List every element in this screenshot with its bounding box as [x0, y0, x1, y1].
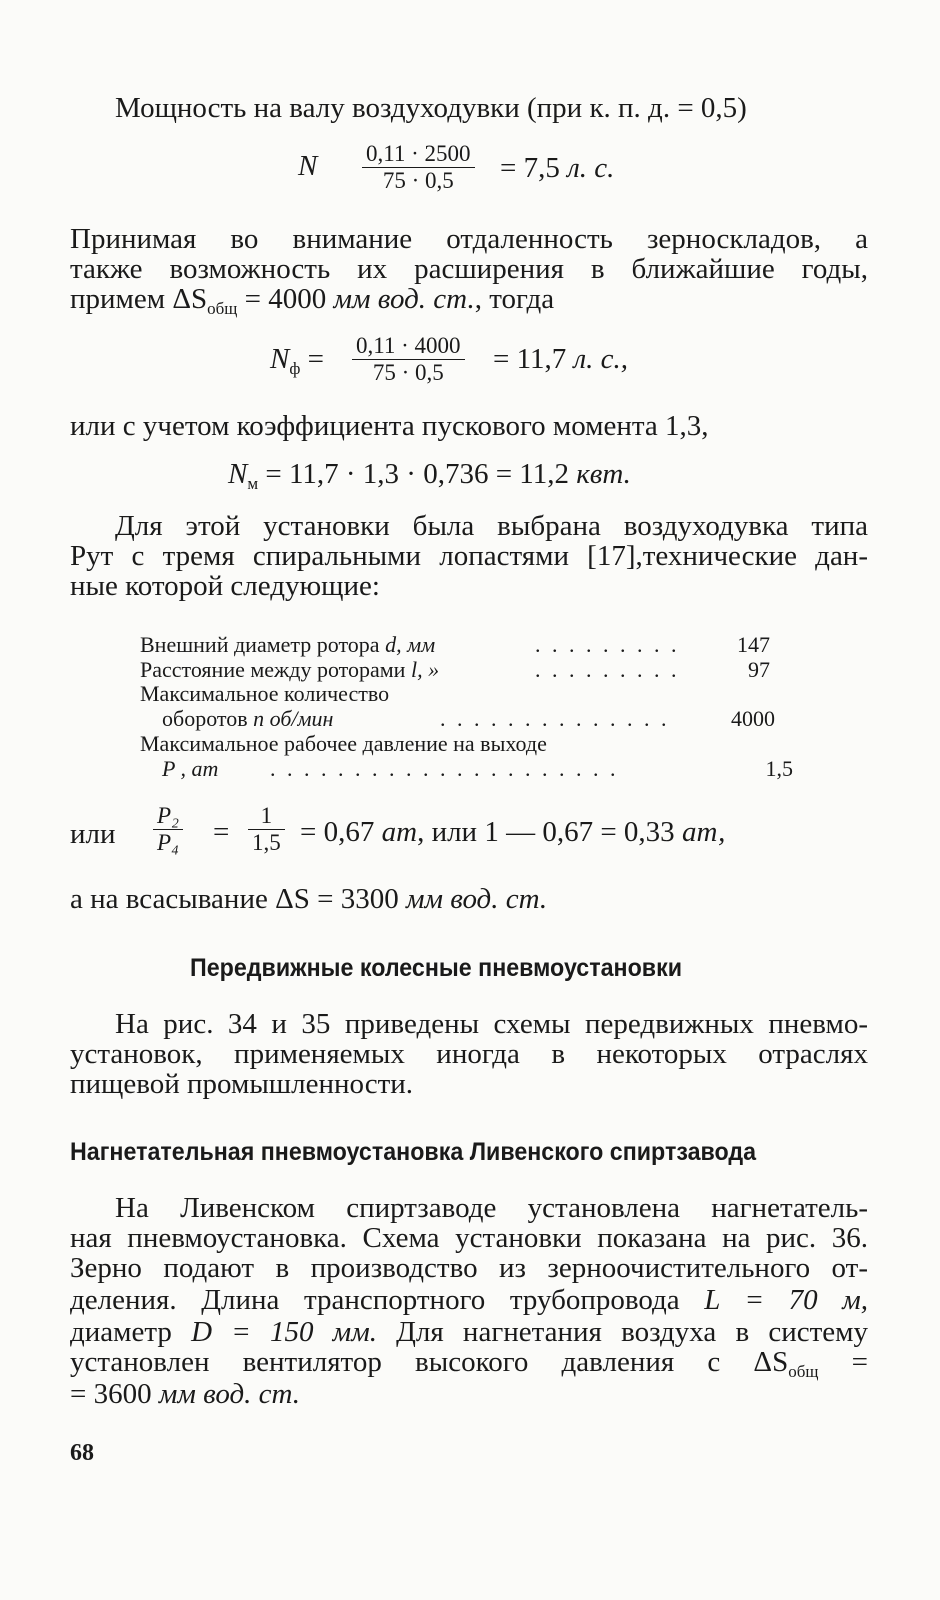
paragraph-7-line-2: ная пневмоустановка. Схема установки показана на рис. 36.	[70, 1222, 868, 1254]
paragraph-7-line-1: На Ливенском спиртзаводе установлена нагнетатель-	[115, 1192, 868, 1224]
spec-row-3-value: 4000	[731, 706, 775, 731]
equation-2-subscript: ф	[289, 359, 301, 378]
spec-row-3-label: Максимальное количество	[140, 681, 390, 706]
equation-3-unit: квт.	[576, 458, 631, 490]
paragraph-6-line-2: установок, применяемых иногда в некоторых отраслях	[70, 1038, 868, 1070]
equation-1-unit: л. с.	[567, 152, 615, 184]
equation-2-result	[493, 343, 628, 375]
equation-1-denominator: 75 · 0,5	[362, 167, 475, 194]
leader-dots: . . . . . . . . . . . . . .	[440, 706, 670, 731]
spec-row-3-label-2	[162, 706, 333, 731]
spec-symbol: d, мм	[385, 632, 436, 657]
equation-1-fraction	[362, 141, 475, 194]
fan-subscript: общ	[788, 1362, 819, 1381]
equation-3-symbol: N	[228, 458, 248, 490]
diameter-text: диаметр	[70, 1316, 192, 1348]
leader-dots: . . . . . . . . .	[535, 657, 680, 682]
section-heading-livensky: Нагнетательная пневмоустановка Ливенского спиртзавода	[70, 1138, 757, 1166]
paragraph-2-tail: , тогда	[474, 283, 555, 315]
spec-row-4-value: 1,5	[765, 756, 793, 781]
equation-4-denominator-2: 1,5	[248, 829, 285, 856]
paragraph-2-line-3	[70, 283, 554, 325]
paragraph-7-line-4	[70, 1284, 868, 1316]
paragraph-3-line: или с учетом коэффициента пускового момента 1,3,	[70, 410, 709, 442]
equation-4-fraction-1	[153, 803, 183, 856]
paragraph-7-line-5	[70, 1316, 868, 1348]
leader-dots: . . . . . . . . .	[535, 632, 680, 657]
paragraph-power-line: Мощность на валу воздуходувки (при к. п. д. = 0,5)	[115, 92, 747, 124]
diameter-tail: Для нагнетания воздуха в систему	[376, 1316, 868, 1348]
equation-3	[228, 458, 631, 500]
spec-symbol: l, »	[410, 657, 440, 682]
equation-4-prefix: или	[70, 818, 116, 850]
equation-4-unit-1: ат	[381, 816, 418, 848]
paragraph-2-line-1: Принимая во внимание отдаленность зерноскладов, а	[70, 223, 868, 255]
spec-symbol: n об/мин	[253, 706, 334, 731]
equation-3-subscript: м	[247, 474, 259, 493]
delta-s-subscript: общ	[207, 299, 238, 318]
equation-4-middle: , или 1 — 0,67 = 0,33	[417, 816, 682, 848]
equation-4-numerator-1: P₂	[157, 803, 180, 828]
pipeline-length-value: L = 70 м,	[704, 1284, 868, 1316]
equation-2-equals: =	[307, 343, 324, 375]
spec-row-4-label: Максимальное рабочее давление на выходе	[140, 731, 547, 756]
fan-value: = 3600	[70, 1378, 159, 1410]
equation-2-numerator: 0,11 · 4000	[356, 333, 461, 358]
spec-row-2-value: 97	[748, 657, 770, 682]
equation-1-lhs: N	[298, 150, 318, 182]
equation-4-equals: =	[213, 816, 230, 848]
diameter-value: D = 150 мм.	[191, 1316, 377, 1348]
spec-row-1-label	[140, 632, 435, 657]
section-heading-mobile: Передвижные колесные пневмоустановки	[190, 954, 683, 982]
spec-label: Внешний диаметр ротора	[140, 632, 380, 657]
paragraph-4-line-3: ные которой следующие:	[70, 570, 380, 602]
equation-4-denominator-1: P₄	[153, 829, 183, 856]
paragraph-7-line-3: Зерно подают в производство из зерноочистительного от-	[70, 1252, 868, 1284]
paragraph-6-line-1: На рис. 34 и 35 приведены схемы передвижных пневмо-	[115, 1008, 868, 1040]
pipeline-length-text: деления. Длина транспортного трубопровода	[70, 1284, 705, 1316]
spec-row-2-label	[140, 657, 439, 682]
suction-unit: мм вод. ст.	[405, 883, 548, 915]
paragraph-4-line-2: Рут с тремя спиральными лопастями [17],технические дан-	[70, 540, 868, 572]
delta-s-value: = 4000	[237, 283, 334, 315]
paragraph-6-line-3: пищевой промышленности.	[70, 1068, 414, 1100]
equation-2-unit: л. с.,	[573, 343, 629, 375]
equation-4-result	[300, 816, 725, 848]
paragraph-4-line-1: Для этой установки была выбрана воздуходувка типа	[115, 510, 868, 542]
leader-dots: . . . . . . . . . . . . . . . . . . . . .	[270, 756, 619, 781]
fan-unit: мм вод. ст.	[158, 1378, 301, 1410]
equation-4-unit-2: ат,	[681, 816, 726, 848]
page-number: 68	[70, 1440, 94, 1466]
equation-4-fraction-2	[248, 803, 285, 856]
equation-3-value: = 11,7 · 1,3 · 0,736 = 11,2	[265, 458, 569, 490]
equation-4-numerator-2: 1	[260, 803, 273, 828]
fan-text: установлен вентилятор высокого давления с ΔS	[70, 1346, 789, 1378]
fan-equals: =	[818, 1346, 868, 1378]
equation-4-value: = 0,67	[300, 816, 382, 848]
suction-line	[70, 883, 547, 915]
delta-s-label: примем ΔS	[70, 283, 208, 315]
equation-2-lhs	[270, 343, 324, 385]
equation-2-value: = 11,7	[493, 343, 567, 375]
equation-2-fraction	[352, 333, 465, 386]
spec-label: Расстояние между роторами	[140, 657, 406, 682]
paragraph-2-line-2: также возможность их расширения в ближайшие годы,	[70, 253, 868, 285]
paragraph-7-line-7	[70, 1378, 300, 1410]
spec-row-4-label-2: P , ат	[162, 756, 219, 781]
equation-2-symbol: N	[270, 343, 290, 375]
equation-1-result	[500, 152, 614, 184]
spec-row-1-value: 147	[737, 632, 770, 657]
equation-1-numerator: 0,11 · 2500	[366, 141, 471, 166]
spec-label: оборотов	[162, 706, 248, 731]
equation-1-value: = 7,5	[500, 152, 560, 184]
delta-s-unit: мм вод. ст.	[333, 283, 475, 315]
suction-text: а на всасывание ΔS = 3300	[70, 883, 406, 915]
equation-2-denominator: 75 · 0,5	[352, 359, 465, 386]
